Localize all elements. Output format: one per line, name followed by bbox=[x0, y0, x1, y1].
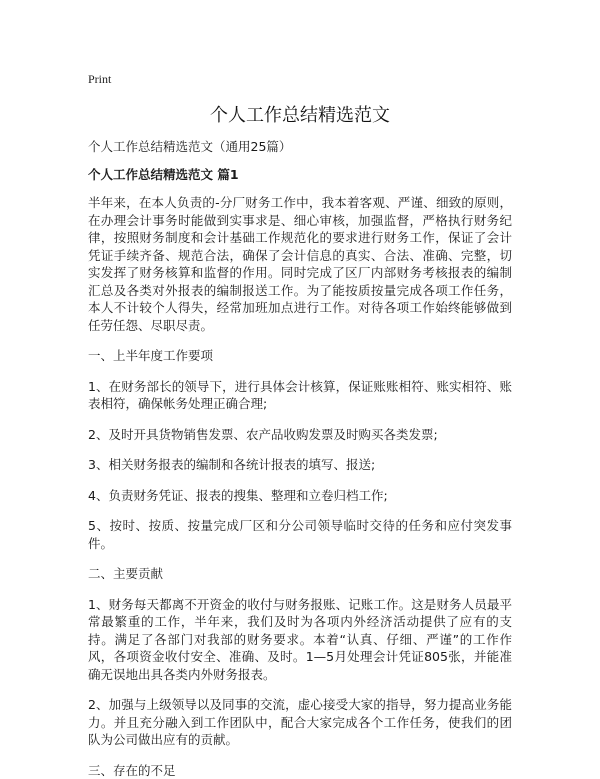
work-item-3: 3、相关财务报表的编制和各统计报表的填写、报送; bbox=[88, 456, 512, 474]
print-link[interactable]: Print bbox=[88, 72, 512, 86]
part1-heading: 一、上半年度工作要项 bbox=[88, 347, 512, 365]
contribution-2: 2、加强与上级领导以及同事的交流，虚心接受大家的指导，努力提高业务能力。并且充分融入到工作团队中，配合大家完成各个工作任务，使我们的团队为公司做出应有的贡献。 bbox=[88, 696, 512, 749]
contribution-1: 1、财务每天都离不开资金的收付与财务报账、记账工作。这是财务人员最平常最繁重的工作，半年来，我们及时为各项内外经济活动提供了应有的支持。满足了各部门对我部的财务要求。本着“认真、仔细、严谨”的工作作风，各项资金收付安全、准确、及时。1—5月处理会计凭证805张，并能准确无误地出具各类内外财务报表。 bbox=[88, 596, 512, 684]
work-item-5: 5、按时、按质、按量完成厂区和分公司领导临时交待的任务和应付突发事件。 bbox=[88, 517, 512, 552]
page-title: 个人工作总结精选范文 bbox=[88, 104, 512, 128]
document-subtitle: 个人工作总结精选范文（通用25篇） bbox=[88, 138, 512, 156]
work-item-4: 4、负责财务凭证、报表的搜集、整理和立卷归档工作; bbox=[88, 487, 512, 505]
work-item-2: 2、及时开具货物销售发票、农产品收购发票及时购买各类发票; bbox=[88, 426, 512, 444]
work-item-1: 1、在财务部长的领导下，进行具体会计核算，保证账账相符、账实相符、账表相符，确保帐务处理正确合理; bbox=[88, 378, 512, 413]
part2-heading: 二、主要贡献 bbox=[88, 565, 512, 583]
part3-heading: 三、存在的不足 bbox=[88, 762, 512, 779]
section-heading: 个人工作总结精选范文 篇1 bbox=[88, 166, 512, 184]
intro-paragraph: 半年来，在本人负责的-分厂财务工作中，我本着客观、严谨、细致的原则，在办理会计事务时能做到实事求是、细心审核，加强监督，严格执行财务纪律，按照财务制度和会计基础工作规范化的要求进行财务工作，保证了会计凭证手续齐备、规范合法，确保了会计信息的真实、合法、准确、完整，切实发挥了财务核算和监督的作用。同时完成了区厂内部财务考核报表的编制汇总及各类对外报表的编制报送工作。为了能按质按量完成各项工作任务，本人不计较个人得失，经常加班加点进行工作。对待各项工作始终能够做到任劳任怨、尽职尽责。 bbox=[88, 194, 512, 334]
